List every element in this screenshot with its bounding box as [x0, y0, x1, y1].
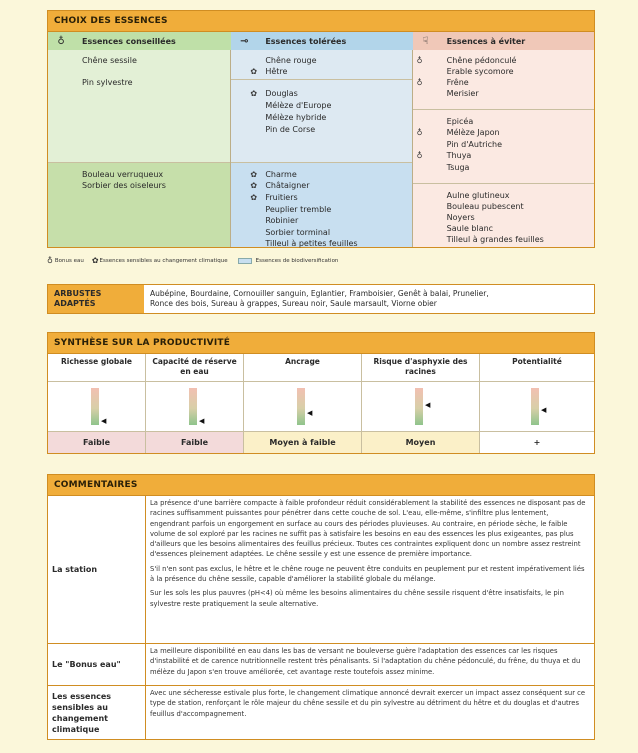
gauge-bar: [297, 388, 305, 425]
synthese-value: Faible: [146, 432, 243, 453]
synthese-gauge: [146, 382, 243, 432]
comment-paragraph: La meilleure disponibilité en eau dans les bas de versant ne bouleverse guère l'adaptation des essences car les risques d'instabilité et de carence nutritionnelle restent très pénalisants. Si l'adaptation du chêne pédonculé, du frêne, du thuya et du mélèze du Japon s'en trouve améliorée, cet avantage reste toutefois assez minime.: [150, 647, 581, 676]
synthese-value: Faible: [48, 432, 145, 453]
synthese-title: SYNTHÈSE SUR LA PRODUCTIVITÉ: [48, 333, 594, 353]
species-item: Chêne rouge: [265, 56, 317, 65]
synthese-gauge: [244, 382, 361, 432]
species-item: Chêne pédonculé: [446, 56, 517, 65]
bonus-eau-icon: ♁: [57, 35, 65, 47]
synthese-gauge: [362, 382, 479, 432]
species-item: Hêtre: [265, 67, 288, 76]
comment-label: La station: [48, 496, 146, 643]
synthese-value: Moyen: [362, 432, 479, 453]
header-eviter-label: Essences à éviter: [446, 36, 526, 46]
neutral-icon: ⊸: [240, 35, 249, 47]
species-item: Peuplier tremble: [265, 205, 332, 214]
commentaires-title: COMMENTAIRES: [48, 475, 594, 495]
arbustes-line1: Aubépine, Bourdaine, Cornouiller sanguin, Eglantier, Framboisier, Genêt à balai, Prunelier,: [150, 289, 489, 298]
legend-biodiv: [238, 258, 339, 264]
species-item: Mélèze Japon: [446, 128, 500, 137]
comment-text: [146, 644, 594, 685]
species-item: Sorbier torminal: [265, 228, 331, 237]
essences-header-row: [48, 31, 594, 50]
comment-text: [146, 686, 594, 739]
essences-body: [48, 50, 594, 247]
species-item: Pin d'Autriche: [446, 140, 503, 149]
gauge-pointer-icon: ◀: [425, 401, 431, 409]
column-conseillees: [48, 50, 231, 247]
biodiv-swatch: [238, 258, 252, 264]
synthese-column: [244, 354, 362, 453]
comment-label: Le "Bonus eau": [48, 644, 146, 685]
climate-sensitive-icon: ✿: [250, 67, 258, 76]
comment-row: [48, 685, 594, 739]
legend-sensibles-label: Essences sensibles au changement climatique: [99, 257, 228, 264]
commentaires-section: [47, 474, 595, 740]
legend: [47, 256, 338, 265]
comment-paragraph: S'il n'en sont pas exclus, le hêtre et le chêne rouge ne peuvent être conduits en peuplement pur et restent impérativement liés à la présence du chêne sessile, capable d'améliorer la stabilité globale du mélange.: [150, 564, 585, 584]
synthese-gauge: [48, 382, 145, 432]
species-item: Bouleau verruqueux: [82, 170, 164, 179]
bonus-eau-icon: ♁: [47, 256, 53, 265]
comment-paragraph: Sur les sols les plus pauvres (pH<4) où même les besoins alimentaires du chêne sessile risquent d'être insatisfaits, le pin sylvestre reste pratiquement la seule alternative.: [150, 589, 564, 608]
bonus-eau-icon: ♁: [416, 128, 423, 137]
synthese-value: +: [480, 432, 594, 453]
header-tolerees: [231, 32, 412, 50]
synthese-header: Ancrage: [244, 354, 361, 382]
header-conseillees-label: Essences conseillées: [82, 36, 176, 46]
legend-bonus-eau-label: Bonus eau: [54, 257, 84, 264]
header-tolerees-label: Essences tolérées: [265, 36, 347, 46]
gauge-pointer-icon: ◀: [541, 406, 547, 414]
synthese-header: Risque d'asphyxie des racines: [362, 354, 479, 382]
gauge-pointer-icon: ◀: [101, 417, 107, 425]
avoid-icon: ☟: [422, 35, 429, 47]
bonus-eau-icon: ♁: [416, 151, 423, 160]
synthese-column: [362, 354, 480, 453]
species-item: Mélèze hybride: [265, 113, 327, 122]
species-item: Pin sylvestre: [82, 78, 133, 87]
species-item: Mélèze d'Europe: [265, 101, 332, 110]
arbustes-section: [47, 284, 595, 314]
species-item: Frêne: [446, 78, 469, 87]
synthese-header: Capacité de réserve en eau: [146, 354, 243, 382]
species-item: Sorbier des oiseleurs: [82, 181, 166, 190]
climate-sensitive-icon: ✿: [250, 89, 258, 98]
comment-text: [146, 496, 594, 643]
synthese-value: Moyen à faible: [244, 432, 361, 453]
climate-sensitive-icon: ✿: [250, 181, 258, 190]
species-item: Merisier: [446, 89, 479, 98]
species-item: Bouleau pubescent: [446, 202, 524, 211]
species-item: Robinier: [265, 216, 299, 225]
species-item: Châtaigner: [265, 181, 310, 190]
species-item: Charme: [265, 170, 297, 179]
climate-sensitive-icon: ✿: [250, 170, 258, 179]
species-item: Thuya: [446, 151, 472, 160]
species-item: Noyers: [446, 213, 475, 222]
synthese-column: [146, 354, 244, 453]
species-item: Douglas: [265, 89, 298, 98]
gauge-bar: [415, 388, 423, 425]
legend-bonus-eau: [47, 256, 84, 265]
column-eviter: [413, 50, 594, 247]
synthese-grid: [48, 353, 594, 453]
species-item: Tilleul à petites feuilles: [265, 239, 358, 248]
species-item: Fruitiers: [265, 193, 298, 202]
synthese-column: [480, 354, 594, 453]
header-conseillees: [48, 32, 231, 50]
comment-row: [48, 495, 594, 643]
bonus-eau-icon: ♁: [416, 78, 423, 87]
gauge-bar: [189, 388, 197, 425]
synthese-column: [48, 354, 146, 453]
comment-label: Les essences sensibles au changement climatique: [48, 686, 146, 739]
species-item: Epicéa: [446, 117, 474, 126]
arbustes-line2: Ronce des bois, Sureau à grappes, Sureau noir, Saule marsault, Viorne obier: [150, 299, 437, 308]
essences-section: [47, 10, 595, 248]
synthese-gauge: [480, 382, 594, 432]
comment-paragraph: La présence d'une barrière compacte à faible profondeur réduit considérablement la stabilité des essences ne disposant pas de racines suffisamment puissantes pour pénétrer dans cette couche de sol. L'eau, elle-même, s'infiltre plus lentement, engendrant parfois un engorgement en surface au cours des périodes pluvieuses. Au contraire, en période sèche, le faible volume de sol exploré par les racines ne suffit pas à satisfaire les besoins en eau des essences les plus exigeantes, pas plus d'ailleurs que les besoins alimentaires des feuillus précieux. Toutes ces contraintes expliquent donc un nombre assez restreint d'essences pleinement adaptées. Le chêne sessile y est une essence de première importance.: [150, 499, 586, 559]
comment-paragraph: Avec une sécheresse estivale plus forte, le changement climatique annoncé devrait exercer un impact assez conséquent sur ce type de station, renforçant le rôle majeur du chêne sessile et du pin sylvestre au détriment du hêtre et du douglas et d'autres feuillus d'accompagnement.: [150, 689, 586, 718]
species-item: Saule blanc: [446, 224, 494, 233]
gauge-pointer-icon: ◀: [307, 409, 313, 417]
species-item: Erable sycomore: [446, 67, 514, 76]
climate-sensitive-icon: ✿: [250, 193, 258, 202]
arbustes-label-line1: ARBUSTES: [54, 289, 102, 298]
species-item: Aulne glutineux: [446, 191, 510, 200]
column-tolerees: [231, 50, 412, 247]
synthese-header: Richesse globale: [48, 354, 145, 382]
legend-biodiv-label: Essences de biodiversification: [255, 257, 339, 264]
species-item: Tsuga: [446, 163, 470, 172]
gauge-bar: [91, 388, 99, 425]
synthese-header: Potentialité: [480, 354, 594, 382]
comment-row: [48, 643, 594, 685]
species-item: Pin de Corse: [265, 125, 316, 134]
species-item: Tilleul à grandes feuilles: [446, 235, 544, 244]
arbustes-label-line2: ADAPTÉS: [54, 299, 96, 308]
bonus-eau-icon: ♁: [416, 56, 423, 65]
header-eviter: [413, 32, 594, 50]
synthese-section: [47, 332, 595, 454]
gauge-bar: [531, 388, 539, 425]
species-item: Chêne sessile: [82, 56, 137, 65]
gauge-pointer-icon: ◀: [199, 417, 205, 425]
essences-title: CHOIX DES ESSENCES: [48, 11, 594, 31]
legend-sensibles: [92, 256, 228, 265]
arbustes-label: [48, 285, 144, 313]
arbustes-text: [144, 285, 594, 313]
climate-sensitive-icon: ✿: [91, 256, 99, 265]
